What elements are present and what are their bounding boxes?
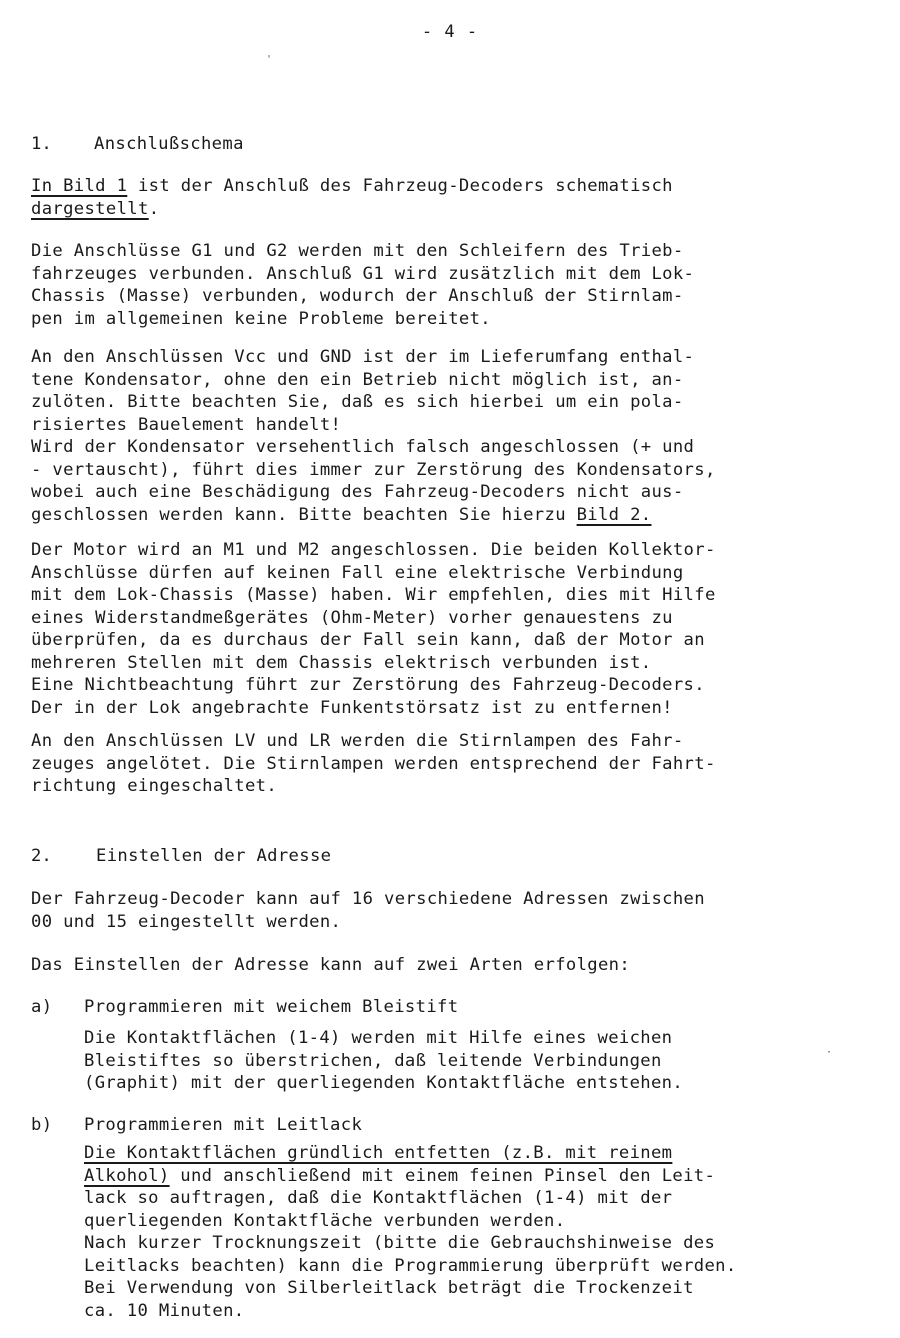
section2-paragraph-2: Das Einstellen der Adresse kann auf zwei Arten erfolgen: — [31, 955, 631, 975]
scan-speck: ' — [266, 54, 273, 65]
item-a-label: a) — [31, 997, 53, 1017]
section2-number: 2. — [31, 846, 52, 866]
section1-title: Anschlußschema — [94, 134, 244, 154]
section1-number: 1. — [31, 134, 52, 154]
item-b-label: b) — [31, 1115, 53, 1135]
page-number: - 4 - — [421, 22, 479, 42]
section1-paragraph-5: An den Anschlüssen LV und LR werden die Stirnlampen des Fahr- zeuges angelötet. Die Stirnlampen werden entsprechend der Fahrt- richtung eingeschaltet. — [31, 731, 716, 796]
item-a-text: Die Kontaktflächen (1-4) werden mit Hilfe eines weichen Bleistiftes so überstrichen, daß leitende Verbindungen (Graphit) mit der querliegenden Kontaktfläche entstehen. — [84, 1028, 684, 1093]
item-b-title: Programmieren mit Leitlack — [84, 1115, 363, 1135]
section2-title: Einstellen der Adresse — [96, 846, 332, 866]
bild1-reference: In Bild 1 — [31, 176, 128, 196]
item-a-title: Programmieren mit weichem Bleistift — [84, 997, 459, 1017]
section1-paragraph-2: Die Anschlüsse G1 und G2 werden mit den Schleifern des Trieb- fahrzeuges verbunden. Anschluß G1 wird zusätzlich mit dem Lok- Chassis (Masse) verbunden, wodurch der Anschluß der Stirnlam- pen im allgemeinen keine Probleme bereitet. — [31, 241, 695, 329]
scan-speck: · — [826, 1047, 833, 1058]
section1-paragraph-4: Der Motor wird an M1 und M2 angeschlossen. Die beiden Kollektor- Anschlüsse dürfen auf keinen Fall eine elektrische Verbindung mit dem Lok-Chassis (Masse) haben. Wir empfehlen, dies mit Hilfe eines Widerstandmeßgerätes (Ohm-Meter) vorher genauestens zu überprüfen, da es durchaus der Fall sein kann, daß der Motor an mehreren Stellen mit dem Chassis elektrisch verbunden ist. Eine Nichtbeachtung führt zur Zerstörung des Fahrzeug-Decoders. Der in der Lok angebrachte Funkentstörsatz ist zu entfernen! — [31, 540, 716, 718]
underlined-text: dargestellt — [31, 198, 149, 219]
section2-paragraph-1: Der Fahrzeug-Decoder kann auf 16 verschiedene Adressen zwischen 00 und 15 eingestellt werden. — [31, 889, 705, 932]
item-b-text: Die Kontaktflächen gründlich entfetten (z.B. mit reinem Alkohol) und anschließend mit einem feinen Pinsel den Leit- lack so auftragen, daß die Kontaktflächen (1-4) mit der querliegenden Kontaktfläche verbunden werden. Nach kurzer Trocknungszeit (bitte die Gebrauchshinweise des Leitlacks beachten) kann die Programmierung überprüft werden. Bei Verwendung von Silberleitlack beträgt die Trockenzeit ca. 10 Minuten. — [84, 1143, 737, 1321]
section1-paragraph-1: In Bild 1 ist der Anschluß des Fahrzeug-Decoders schematisch dargestellt. — [31, 176, 673, 219]
section1-paragraph-3: An den Anschlüssen Vcc und GND ist der im Lieferumfang enthal- tene Kondensator, ohne den ein Betrieb nicht möglich ist, an- zulöten. Bitte beachten Sie, daß es sich hierbei um ein pola- risiertes Bauelement handelt! Wird der Kondensator versehentlich falsch angeschlossen (+ und - vertauscht), führt dies immer zur Zerstörung des Kondensators, wobei auch eine Beschädigung des Fahrzeug-Decoders nicht aus- geschlossen werden kann. Bitte beachten Sie hierzu Bild 2. — [31, 347, 716, 525]
bild2-reference: Bild 2. — [576, 504, 652, 525]
